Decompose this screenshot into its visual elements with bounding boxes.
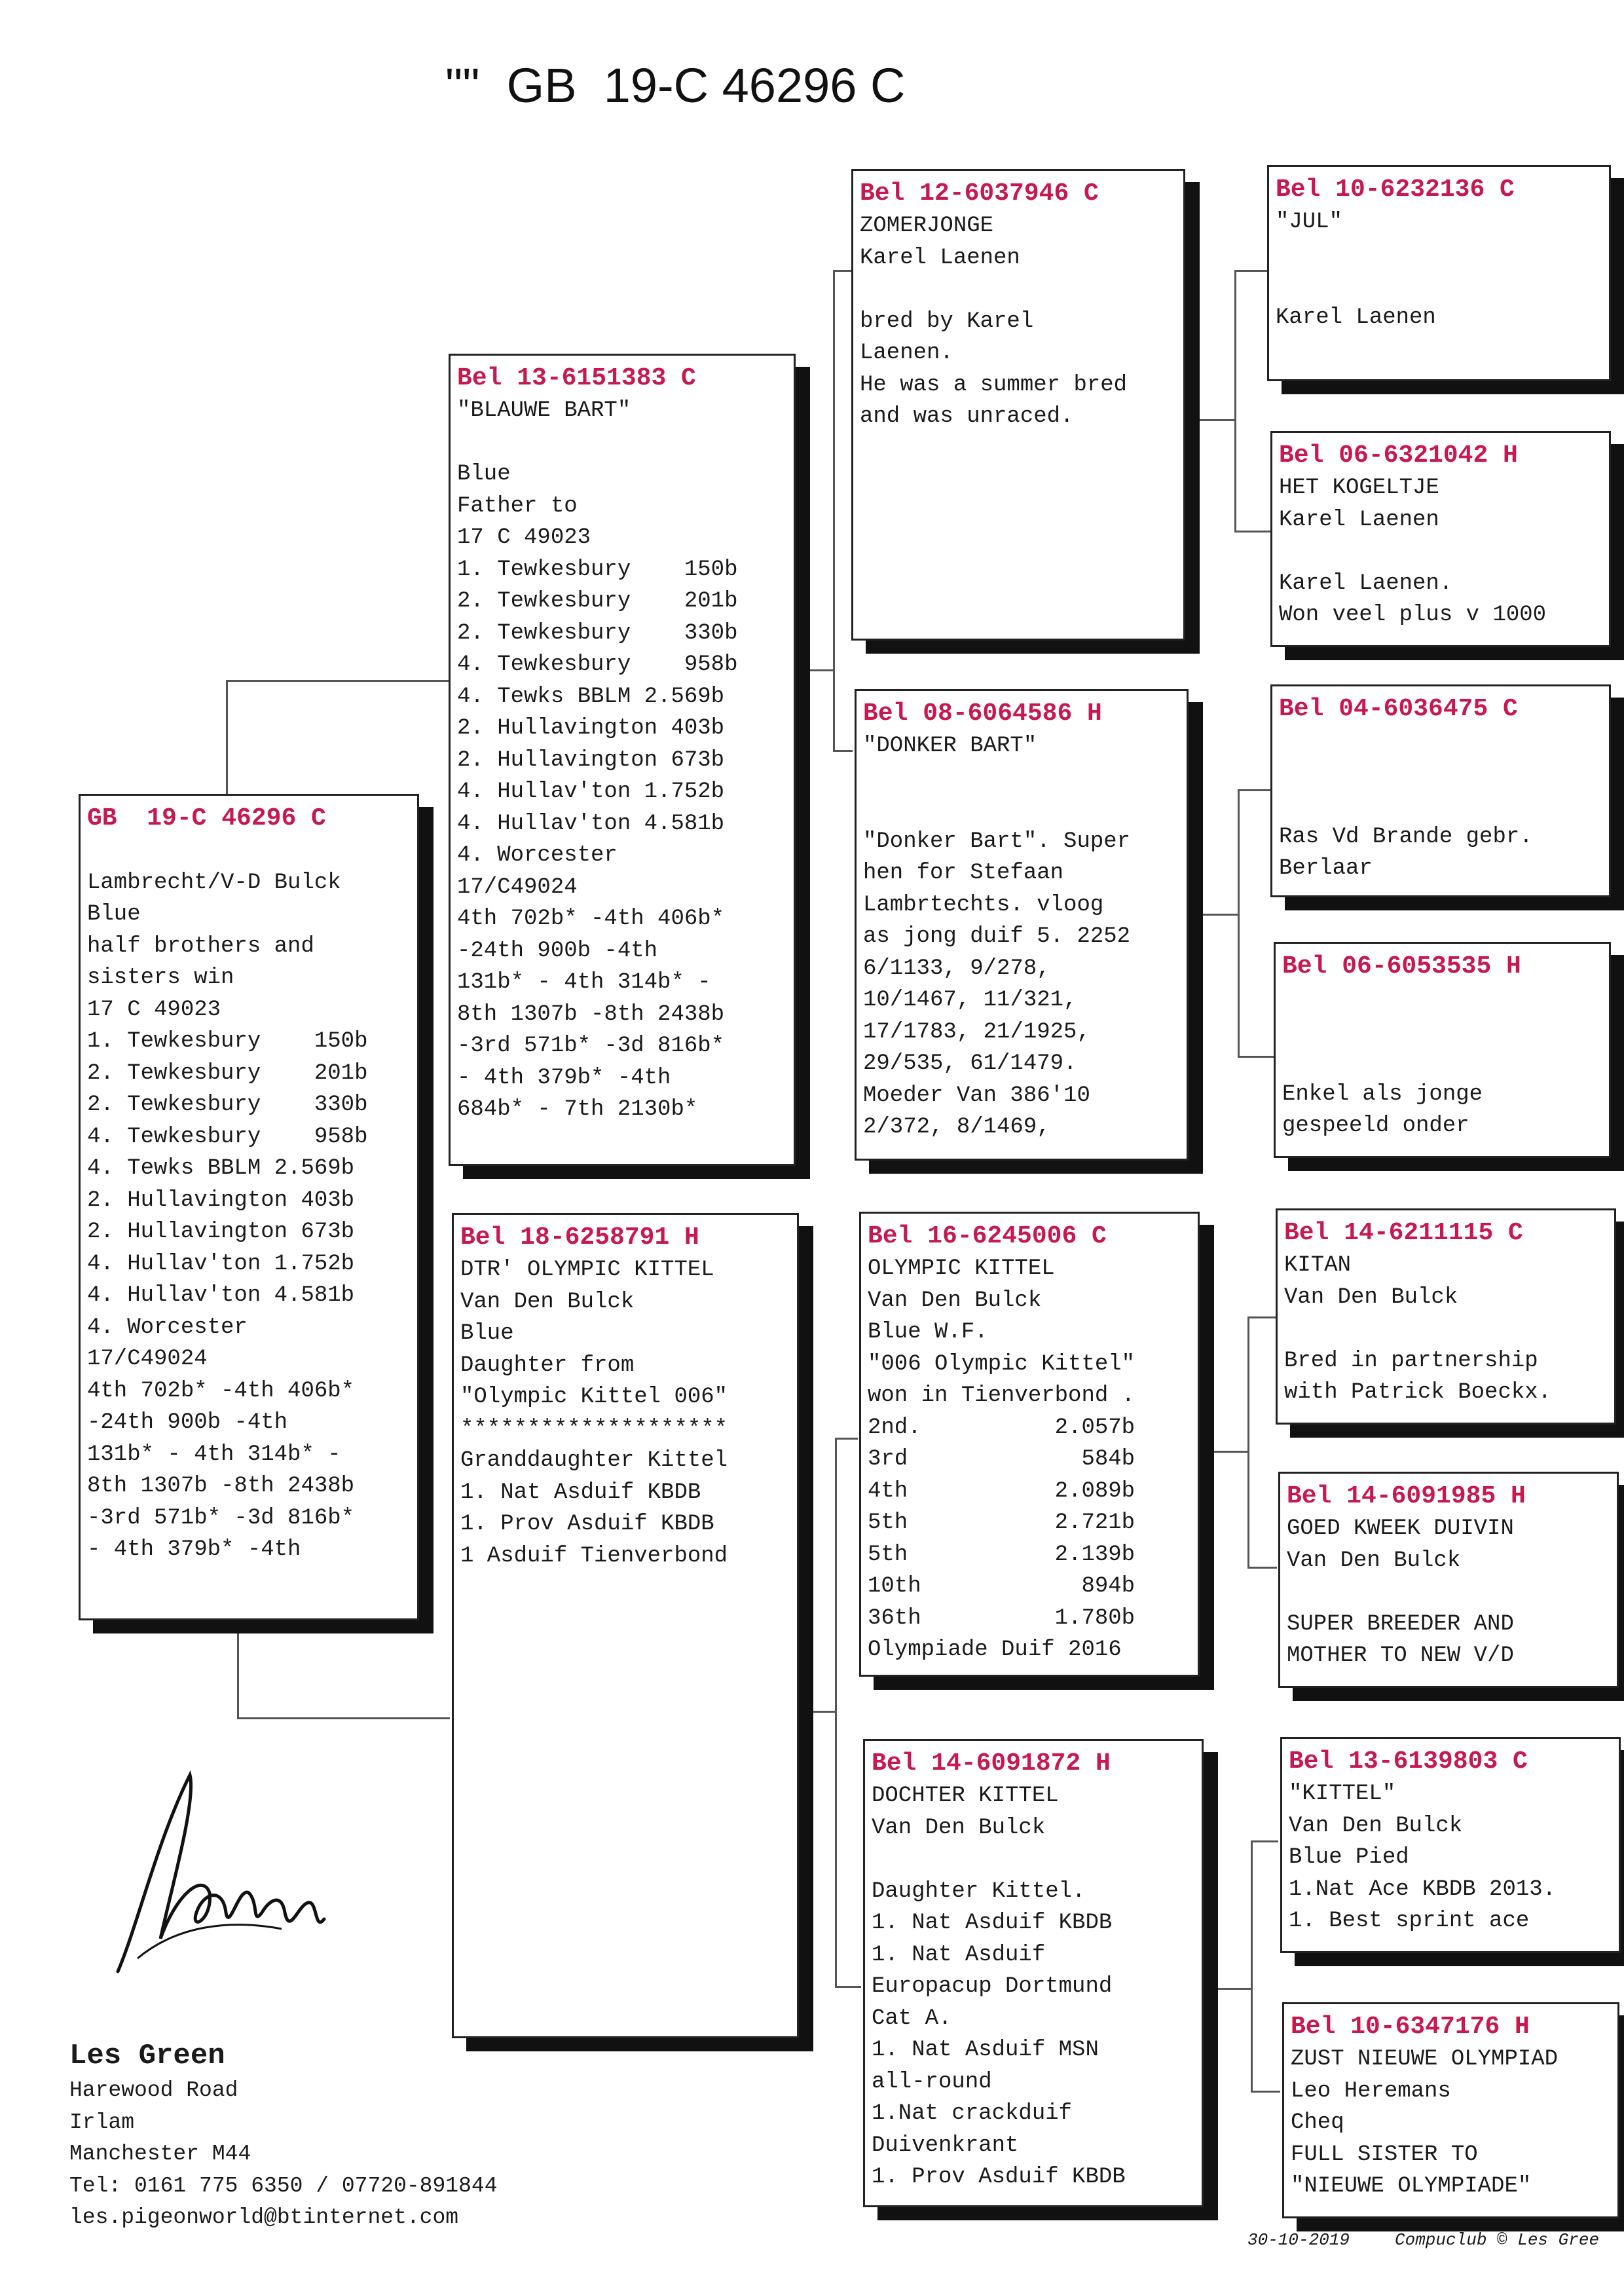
pigeon-card-sire-dam: [855, 689, 1189, 1161]
pigeon-info-line: Blue: [87, 902, 141, 927]
pigeon-info-line: 4. Hullav'ton 4.581b: [457, 811, 725, 836]
pigeon-info-line: He was a summer bred: [860, 372, 1128, 398]
connector-line: [237, 1717, 450, 1719]
ring-number: Bel 06-6321042 H: [1279, 441, 1518, 470]
pigeon-info-line: [860, 274, 1177, 306]
pigeon-info-line: "KITTEL": [1289, 1782, 1396, 1806]
pigeon-info-line: 1. Prov Asduif KBDB: [872, 2165, 1126, 2190]
connector-line: [1251, 1840, 1253, 2093]
pigeon-info-line: "Donker Bart". Super: [863, 829, 1131, 854]
connector-line: [1247, 1567, 1277, 1569]
owner-phone: Tel: 0161 775 6350 / 07720-891844: [69, 2173, 498, 2198]
connector-line: [833, 270, 835, 751]
pigeon-card-sire: [449, 354, 796, 1166]
pigeon-info-line: DTR' OLYMPIC KITTEL: [460, 1258, 714, 1282]
pigeon-info-line: 4. Hullav'ton 4.581b: [87, 1283, 355, 1308]
pigeon-info-line: [863, 794, 1180, 826]
connector-line: [835, 1986, 861, 1988]
pigeon-info-line: Van Den Bulck: [1287, 1548, 1461, 1573]
pedigree-title: "" GB 19-C 46296 C: [445, 58, 906, 113]
pigeon-info-line: 4th 2.089b: [868, 1478, 1135, 1504]
pigeon-card-dam: [452, 1213, 799, 2038]
pigeon-card-sds: [1270, 684, 1611, 897]
pigeon-info-line: Van Den Bulck: [872, 1815, 1046, 1840]
pigeon-card-subject: [79, 794, 419, 1620]
pigeon-info-line: 5th 2.139b: [868, 1542, 1135, 1567]
pigeon-info-line: 1. Best sprint ace: [1289, 1909, 1530, 1933]
pigeon-info-line: Ras Vd Brande gebr.: [1279, 824, 1533, 849]
pigeon-info-line: 4. Worcester: [87, 1315, 248, 1340]
pigeon-info-line: 17/C49024: [87, 1347, 208, 1371]
connector-line: [226, 680, 449, 682]
pigeon-info-line: [1282, 1015, 1602, 1047]
pigeon-info-line: 6/1133, 9/278,: [863, 956, 1050, 981]
pigeon-info-line: won in Tienverbond .: [868, 1383, 1135, 1408]
pigeon-info-line: OLYMPIC KITTEL: [868, 1256, 1055, 1281]
pigeon-info-line: Blue W.F.: [868, 1320, 988, 1345]
pigeon-info-line: 2nd. 2.057b: [868, 1415, 1135, 1440]
pigeon-info-line: ZUST NIEUWE OLYMPIAD: [1291, 2047, 1559, 2072]
pigeon-info-line: Van Den Bulck: [1284, 1284, 1458, 1310]
ring-number: Bel 04-6036475 C: [1279, 695, 1518, 723]
pigeon-info-line: 36th 1.780b: [868, 1605, 1135, 1631]
connector-line: [1187, 914, 1238, 916]
pigeon-info-line: - 4th 379b* -4th: [457, 1065, 671, 1091]
owner-address-line: Harewood Road: [69, 2078, 238, 2102]
ring-number: Bel 13-6151383 C: [457, 364, 696, 392]
pigeon-info-line: Cheq: [1291, 2110, 1344, 2135]
pigeon-info-line: KITAN: [1284, 1253, 1352, 1278]
footer-credit: Compuclub © Les Gree: [1395, 2230, 1600, 2250]
pigeon-info-line: Moeder Van 386'10: [863, 1083, 1090, 1108]
pigeon-info-line: Daughter from: [460, 1353, 635, 1378]
pigeon-info-line: Van Den Bulck: [460, 1289, 635, 1315]
pigeon-info-line: Leo Heremans: [1291, 2078, 1451, 2104]
pigeon-info-line: Lambrtechts. vloog: [863, 892, 1104, 918]
ring-number: Bel 06-6053535 H: [1282, 952, 1521, 980]
pigeon-info-line: 4. Worcester: [457, 843, 618, 868]
pigeon-info-line: 17 C 49023: [457, 525, 591, 550]
pigeon-info-line: Blue: [460, 1321, 514, 1346]
pigeon-card-dam-dam: [863, 1739, 1204, 2207]
ring-number: Bel 13-6139803 C: [1289, 1747, 1528, 1776]
pigeon-info-line: [87, 835, 411, 867]
pigeon-info-line: 4th 702b* -4th 406b*: [457, 906, 725, 931]
owner-address-line: Irlam: [69, 2110, 135, 2135]
connector-line: [835, 1438, 858, 1440]
pigeon-info-line: GOED KWEEK DUIVIN: [1287, 1516, 1514, 1541]
pigeon-info-line: 684b* - 7th 2130b*: [457, 1097, 698, 1122]
pigeon-info-line: [1279, 789, 1602, 821]
pigeon-info-line: Duivenkrant: [872, 2133, 1019, 2158]
pigeon-info-line: 10th 894b: [868, 1574, 1135, 1599]
pigeon-info-line: Lambrecht/V-D Bulck: [87, 870, 341, 895]
pigeon-info-line: gespeeld onder: [1282, 1113, 1469, 1138]
pigeon-info-line: 2. Hullavington 673b: [457, 747, 725, 773]
pigeon-info-line: [1276, 270, 1602, 302]
pigeon-info-line: Karel Laenen: [1276, 305, 1436, 330]
connector-line: [796, 1711, 836, 1713]
owner-email[interactable]: les.pigeonworld@btinternet.com: [69, 2205, 459, 2230]
pigeon-info-line: 4. Tewks BBLM 2.569b: [457, 684, 725, 709]
pigeon-info-line: 8th 1307b -8th 2438b: [87, 1474, 355, 1499]
pigeon-info-line: -24th 900b -4th: [87, 1410, 288, 1435]
pigeon-info-line: Berlaar: [1279, 856, 1373, 881]
pigeon-info-line: Olympiade Duif 2016: [868, 1637, 1122, 1662]
pigeon-info-line: [1279, 536, 1602, 568]
pigeon-info-line: 1. Nat Asduif KBDB: [872, 1911, 1113, 1935]
pigeon-info-line: Laenen.: [860, 341, 953, 365]
pigeon-card-sss: [1267, 165, 1611, 381]
owner-name: Les Green: [69, 2040, 225, 2072]
pigeon-info-line: 17 C 49023: [87, 997, 221, 1022]
pigeon-info-line: Van Den Bulck: [868, 1288, 1042, 1313]
pigeon-info-line: Karel Laenen.: [1279, 570, 1453, 596]
pigeon-info-line: 17/1783, 21/1925,: [863, 1019, 1090, 1045]
pigeon-info-line: with Patrick Boeckx.: [1284, 1380, 1552, 1405]
pigeon-info-line: "Olympic Kittel 006": [460, 1385, 728, 1409]
pigeon-info-line: 2. Tewkesbury 201b: [87, 1060, 368, 1086]
pigeon-info-line: 4. Hullav'ton 1.752b: [87, 1251, 355, 1277]
pigeon-info-line: 1. Prov Asduif KBDB: [460, 1512, 714, 1537]
pigeon-card-dds: [1280, 1737, 1621, 1953]
connector-line: [226, 680, 228, 798]
pigeon-info-line: Won veel plus v 1000: [1279, 603, 1547, 627]
pigeon-info-line: ********************: [460, 1416, 728, 1442]
connector-line: [1247, 1316, 1249, 1569]
pigeon-info-line: [1279, 726, 1602, 758]
pigeon-info-line: 29/535, 61/1479.: [863, 1051, 1077, 1076]
pigeon-card-sire-sire: [851, 169, 1185, 641]
pigeon-info-line: 1.Nat Ace KBDB 2013.: [1289, 1876, 1557, 1902]
owner-details: [69, 2037, 498, 2234]
pigeon-info-line: 2. Hullavington 403b: [457, 716, 725, 741]
pigeon-info-line: ZOMERJONGE: [860, 214, 994, 238]
connector-line: [1238, 789, 1240, 1058]
pigeon-card-sdd: [1274, 942, 1611, 1158]
pigeon-info-line: 2. Tewkesbury 201b: [457, 589, 738, 614]
pigeon-info-line: half brothers and: [87, 933, 314, 959]
ring-number: Bel 14-6091985 H: [1287, 1482, 1526, 1510]
pigeon-info-line: Cat A.: [872, 2006, 952, 2031]
connector-line: [1234, 270, 1270, 272]
pigeon-info-line: 1 Asduif Tienverbond: [460, 1543, 728, 1569]
connector-line: [1192, 1451, 1247, 1453]
connector-line: [1238, 789, 1272, 791]
pigeon-info-line: Blue: [457, 462, 511, 487]
ring-number: Bel 14-6091872 H: [872, 1749, 1111, 1778]
pigeon-info-line: 2/372, 8/1469,: [863, 1115, 1050, 1140]
pigeon-info-line: 2. Hullavington 673b: [87, 1220, 355, 1244]
pigeon-card-ddd: [1282, 2002, 1619, 2218]
pigeon-info-line: 1. Nat Asduif KBDB: [460, 1480, 701, 1505]
ring-number: Bel 08-6064586 H: [863, 700, 1102, 728]
pigeon-info-line: 17/C49024: [457, 874, 578, 900]
pigeon-info-line: -24th 900b -4th: [457, 938, 658, 963]
pigeon-info-line: [1284, 1313, 1608, 1345]
pigeon-info-line: HET KOGELTJE: [1279, 476, 1439, 500]
ring-number: Bel 12-6037946 C: [860, 179, 1099, 208]
pigeon-info-line: SUPER BREEDER AND: [1287, 1611, 1514, 1637]
pigeon-card-dam-sire: [859, 1212, 1200, 1677]
ring-number: GB 19-C 46296 C: [87, 804, 326, 832]
pigeon-info-line: Blue Pied: [1289, 1845, 1409, 1870]
pigeon-info-line: 131b* - 4th 314b* -: [457, 970, 711, 995]
pigeon-info-line: DOCHTER KITTEL: [872, 1783, 1059, 1808]
connector-line: [796, 669, 835, 671]
pigeon-card-dss: [1276, 1208, 1616, 1425]
pigeon-info-line: -3rd 571b* -3d 816b*: [87, 1505, 355, 1531]
ring-number: Bel 10-6232136 C: [1276, 176, 1515, 204]
connector-line: [833, 750, 853, 752]
pigeon-info-line: Father to: [457, 493, 578, 519]
pigeon-info-line: Daughter Kittel.: [872, 1878, 1086, 1904]
pigeon-card-ssd: [1270, 431, 1611, 647]
pigeon-info-line: "BLAUWE BART": [457, 398, 631, 423]
handwritten-signature: [98, 1762, 334, 1985]
pigeon-info-line: 1.Nat crackduif: [872, 2101, 1073, 2126]
pigeon-info-line: 1. Tewkesbury 150b: [87, 1029, 368, 1054]
connector-line: [1234, 531, 1270, 532]
pigeon-info-line: MOTHER TO NEW V/D: [1287, 1643, 1514, 1668]
pigeon-info-line: 2. Hullavington 403b: [87, 1187, 355, 1213]
pigeon-info-line: "NIEUWE OLYMPIADE": [1291, 2174, 1532, 2199]
ring-number: Bel 14-6211115 C: [1284, 1219, 1523, 1247]
pigeon-info-line: Van Den Bulck: [1289, 1813, 1463, 1838]
pigeon-info-line: 2. Tewkesbury 330b: [87, 1092, 368, 1117]
pigeon-info-line: [1282, 1047, 1602, 1079]
pigeon-info-line: 10/1467, 11/321,: [863, 988, 1077, 1013]
ring-number: Bel 18-6258791 H: [460, 1223, 699, 1252]
pigeon-info-line: "JUL": [1276, 210, 1343, 234]
pigeon-info-line: and was unraced.: [860, 404, 1074, 429]
pigeon-info-line: Karel Laenen: [860, 245, 1020, 271]
pigeon-info-line: [872, 1844, 1195, 1876]
pigeon-info-line: Granddaughter Kittel: [460, 1448, 728, 1473]
pigeon-info-line: 4. Hullav'ton 1.752b: [457, 779, 725, 804]
pigeon-info-line: "DONKER BART": [863, 734, 1037, 758]
connector-line: [1251, 1840, 1278, 1842]
connector-line: [1182, 419, 1234, 421]
pigeon-info-line: 5th 2.721b: [868, 1510, 1135, 1535]
pigeon-info-line: 2. Tewkesbury 330b: [457, 620, 738, 646]
pigeon-info-line: 4. Tewks BBLM 2.569b: [87, 1156, 355, 1181]
owner-address-line: Manchester M44: [69, 2142, 251, 2166]
pigeon-info-line: 8th 1307b -8th 2438b: [457, 1001, 725, 1027]
pigeon-info-line: Enkel als jonge: [1282, 1081, 1483, 1107]
pigeon-info-line: 1. Nat Asduif: [872, 1942, 1046, 1968]
pigeon-info-line: 3rd 584b: [868, 1447, 1135, 1472]
pigeon-info-line: [1287, 1577, 1610, 1609]
pigeon-info-line: - 4th 379b* -4th: [87, 1537, 301, 1562]
pigeon-info-line: [1279, 758, 1602, 790]
pigeon-info-line: [457, 427, 787, 459]
pigeon-info-line: all-round: [872, 2069, 992, 2095]
pigeon-info-line: 4th 702b* -4th 406b*: [87, 1378, 355, 1404]
pigeon-info-line: [863, 762, 1180, 794]
pigeon-info-line: sisters win: [87, 965, 234, 990]
connector-line: [1234, 270, 1236, 532]
pigeon-info-line: 4. Tewkesbury 958b: [87, 1124, 368, 1149]
pigeon-info-line: Europacup Dortmund: [872, 1974, 1113, 1999]
pigeon-info-line: 131b* - 4th 314b* -: [87, 1442, 341, 1467]
pigeon-info-line: 4. Tewkesbury 958b: [457, 652, 738, 677]
pigeon-info-line: [1276, 238, 1602, 271]
footer-date: 30-10-2019: [1247, 2230, 1350, 2250]
pigeon-info-line: [1282, 983, 1602, 1015]
ring-number: Bel 10-6347176 H: [1291, 2013, 1530, 2041]
pigeon-info-line: Bred in partnership: [1284, 1348, 1538, 1373]
pigeon-info-line: as jong duif 5. 2252: [863, 924, 1131, 949]
ring-number: Bel 16-6245006 C: [868, 1222, 1107, 1250]
connector-line: [1238, 1056, 1274, 1058]
pigeon-info-line: Karel Laenen: [1279, 507, 1439, 532]
connector-line: [1251, 2091, 1280, 2093]
pigeon-card-dsd: [1278, 1472, 1619, 1688]
connector-line: [833, 270, 853, 272]
pigeon-info-line: FULL SISTER TO: [1291, 2142, 1478, 2167]
pigeon-info-line: "006 Olympic Kittel": [868, 1351, 1135, 1377]
pigeon-info-line: hen for Stefaan: [863, 861, 1064, 886]
pigeon-info-line: 1. Tewkesbury 150b: [457, 557, 738, 582]
pigeon-info-line: bred by Karel: [860, 308, 1034, 334]
pigeon-info-line: -3rd 571b* -3d 816b*: [457, 1034, 725, 1058]
pigeon-info-line: 1. Nat Asduif MSN: [872, 2038, 1099, 2062]
connector-line: [1247, 1316, 1277, 1318]
connector-line: [237, 1618, 239, 1719]
connector-line: [835, 1438, 837, 1988]
